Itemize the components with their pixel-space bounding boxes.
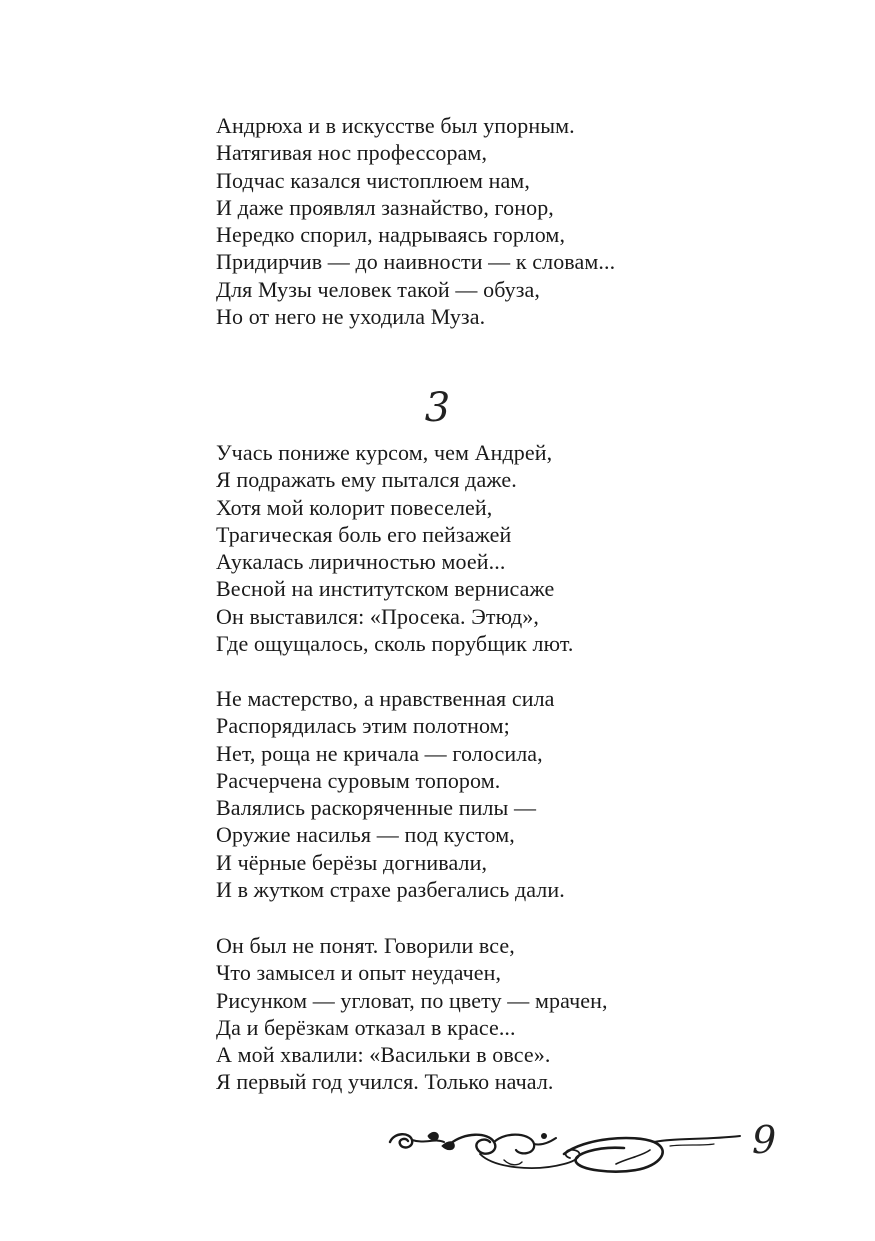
poem-line: Оружие насилья — под кустом, bbox=[216, 822, 515, 848]
stanza-2 bbox=[216, 439, 816, 657]
poem-line: Где ощущалось, сколь порубщик лют. bbox=[216, 631, 574, 657]
poem-line: Я подражать ему пытался даже. bbox=[216, 467, 517, 493]
poem-line: Не мастерство, а нравственная сила bbox=[216, 686, 555, 711]
poem-line: Я первый год учился. Только начал. bbox=[216, 1069, 554, 1095]
poem-line: Нередко спорил, надрываясь горлом, bbox=[216, 222, 566, 248]
poem-line: Да и берёзкам отказал в красе... bbox=[216, 1014, 516, 1040]
poem-line: И чёрные берёзы догнивали, bbox=[216, 849, 488, 875]
poem-line: Валялись раскоряченные пилы — bbox=[216, 795, 537, 821]
poem-line: Расчерчена суровым топором. bbox=[216, 767, 501, 793]
poem-line: Нет, роща не кричала — голосила, bbox=[216, 740, 543, 766]
page-number: 9 bbox=[752, 1118, 777, 1162]
poem-line: Учась пониже курсом, чем Андрей, bbox=[216, 440, 553, 465]
poem-line: И в жутком страхе разбегались дали. bbox=[216, 877, 565, 903]
stanza-3 bbox=[216, 685, 816, 903]
poem-line: Для Музы человек такой — обуза, bbox=[216, 276, 541, 302]
poem-line: Трагическая боль его пейзажей bbox=[216, 521, 512, 547]
poem-line: Он выставился: «Просека. Этюд», bbox=[216, 603, 539, 629]
poem-line: Весной на институтском вернисаже bbox=[216, 576, 555, 602]
flourish-ornament-icon bbox=[384, 1124, 744, 1184]
poem-line: Что замысел и опыт неудачен, bbox=[216, 960, 502, 986]
poem-line: Придирчив — до наивности — к словам... bbox=[216, 249, 616, 275]
poem-line: И даже проявлял зазнайство, гонор, bbox=[216, 194, 554, 220]
stanza-4 bbox=[216, 932, 816, 1096]
poem-line: Он был не понят. Говорили все, bbox=[216, 933, 515, 958]
poem-line: Андрюха и в искусстве был упорным. bbox=[216, 113, 575, 138]
poem-line: Но от него не уходила Муза. bbox=[216, 304, 486, 330]
poem-line: Рисунком — угловат, по цвету — мрачен, bbox=[216, 987, 608, 1013]
poem-line: Подчас казался чистоплюем нам, bbox=[216, 167, 530, 193]
poem-line: Аукалась лиричностью моей... bbox=[216, 549, 506, 575]
stanza-1 bbox=[216, 112, 816, 330]
poem-line: А мой хвалили: «Васильки в овсе». bbox=[216, 1042, 551, 1068]
poem-line: Распорядилась этим полотном; bbox=[216, 713, 510, 739]
poem-line: Натягивая нос профессорам, bbox=[216, 140, 488, 166]
section-number: 3 bbox=[424, 385, 451, 431]
poem-line: Хотя мой колорит повеселей, bbox=[216, 494, 493, 520]
